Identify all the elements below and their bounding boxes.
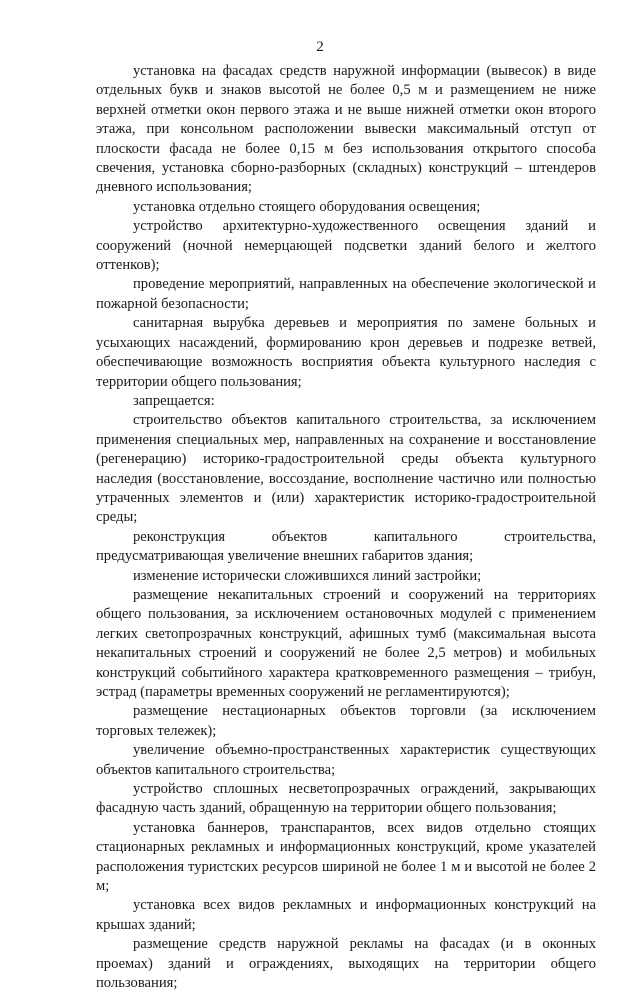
paragraph: установка на фасадах средств наружной информации (вывесок) в виде отдельных букв и знаков высотой не более 0,5 м и размещением не ниже верхней отметки окон первого этажа и не выше нижней отметки окон второго этажа, при консольном расположении вывески максимальный отступ от плоскости фасада не более 0,15 м без использования открытого способа свечения, установка сборно-разборных (складных) конструкций – штендеров дневного использования; (96, 63, 596, 196)
paragraph: строительство объектов капитального строительства, за исключением применения специальных мер, направленных на сохранение и восстановление (регенерацию) историко-градостроительной среды объекта культурного наследия (восстановление, воссоздание, восполнение частично или полностью утраченных элементов и (или) характеристик историко-градостроительной среды; (96, 412, 596, 526)
paragraph: размещение некапитальных строений и сооружений на территориях общего пользования, за исключением остановочных модулей с применением легких светопрозрачных конструкций, афишных тумб (максимальная высота некапитальных строений и сооружений не более 2,5 метров) и мобильных конструкций событийного характера кратковременного размещения – трибун, эстрад (параметры временных сооружений не регламентируются); (96, 586, 596, 700)
paragraph: установка всех видов рекламных и информационных конструкций на крышах зданий; (96, 897, 596, 933)
paragraph: реконструкция объектов капитального строительства, предусматривающая увеличение внешних габаритов здания; (96, 528, 596, 565)
paragraph: размещение средств наружной рекламы на фасадах (и в оконных проемах) зданий и ограждениях, выходящих на территории общего пользования; (96, 936, 596, 992)
paragraph: устройство сплошных несветопрозрачных ограждений, закрывающих фасадную часть зданий, обращенную на территории общего пользования; (96, 781, 596, 817)
paragraph: размещение нестационарных объектов торговли (за исключением торговых тележек); (96, 703, 596, 739)
paragraph: проведение мероприятий, направленных на обеспечение экологической и пожарной безопасности; (96, 276, 596, 312)
page-number: 2 (316, 39, 324, 55)
paragraph: увеличение объемно-пространственных характеристик существующих объектов капитального строительства; (96, 742, 596, 778)
paragraph: санитарная вырубка деревьев и мероприятия по замене больных и усыхающих насаждений, формированию крон деревьев и подрезке ветвей, обеспечивающие возможность восприятия объекта культурного наследия с территории общего пользования; (96, 315, 596, 390)
paragraph-heading: запрещается: (133, 392, 215, 409)
document-body (96, 62, 596, 994)
paragraph: изменение исторически сложившихся линий застройки; (133, 567, 482, 584)
paragraph: установка баннеров, транспарантов, всех видов отдельно стоящих стационарных рекламных и информационных конструкций, кроме указателей расположения туристских ресурсов шириной не более 1 м и высотой не более 2 м; (96, 819, 596, 895)
paragraph: устройство архитектурно-художественного освещения зданий и сооружений (ночной немерцающей подсветки зданий белого и желтого оттенков); (96, 218, 596, 274)
paragraph: установка отдельно стоящего оборудования освещения; (133, 198, 481, 215)
